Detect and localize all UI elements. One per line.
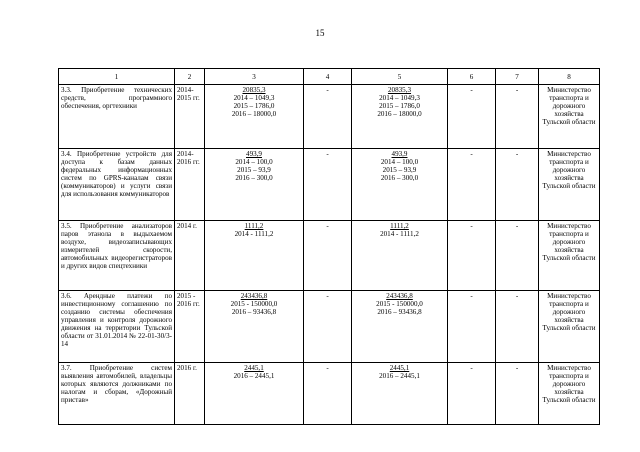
funding-year: 2015 - 150000,0	[230, 300, 278, 308]
period: 2016 г.	[175, 363, 205, 425]
funding-total: 493,9	[246, 150, 262, 158]
federal-budget: -	[304, 363, 352, 425]
period: 2014 г.	[175, 221, 205, 291]
local-budget: -	[448, 85, 496, 149]
funding-total-cell	[205, 85, 304, 149]
regional-budget-cell	[352, 291, 448, 363]
header-cell: 8	[539, 69, 600, 85]
funding-total: 243436,8	[240, 292, 268, 300]
other-sources: -	[496, 221, 539, 291]
other-sources: -	[496, 291, 539, 363]
local-budget: -	[448, 363, 496, 425]
executor: Министерство транспорта и дорожного хозяйства Тульской области	[539, 363, 600, 425]
header-row	[59, 69, 600, 85]
other-sources: -	[496, 85, 539, 149]
funding-total: 1111,2	[244, 222, 264, 230]
measure-name: 3.7. Приобретение систем выявления автомобилей, владельцы которых являются должниками по налогам и сборам, «Дорожный пристав»	[59, 363, 175, 425]
period: 2014-2015 гг.	[175, 85, 205, 149]
measure-name: 3.6. Арендные платежи по инвестиционному соглашению по созданию системы обеспечения управления и контроля дорожного движения на территории Тульской области от 31.01.2014 № 22-01-30/3-14	[59, 291, 175, 363]
header-cell: 6	[448, 69, 496, 85]
page-number: 15	[315, 28, 325, 38]
table-row	[59, 363, 600, 425]
regional-total: 2445,1	[389, 364, 410, 372]
executor: Министерство транспорта и дорожного хозяйства Тульской области	[539, 221, 600, 291]
regional-budget-cell	[352, 149, 448, 221]
regional-year: 2016 – 18000,0	[377, 110, 422, 118]
funding-total-cell	[205, 149, 304, 221]
table-row	[59, 291, 600, 363]
period: 2015 - 2016 гг.	[175, 291, 205, 363]
regional-budget-cell	[352, 363, 448, 425]
funding-total: 2445,1	[244, 364, 264, 372]
regional-total: 1111,2	[390, 222, 409, 230]
local-budget: -	[448, 291, 496, 363]
regional-year: 2014 - 1111,2	[380, 230, 419, 238]
funding-total: 20835,3	[242, 86, 266, 94]
regional-budget-cell	[352, 85, 448, 149]
funding-total-cell	[205, 363, 304, 425]
regional-total: 243436,8	[386, 292, 413, 300]
measure-name: 3.3. Приобретение технических средств, программного обеспечения, оргтехники	[59, 85, 175, 149]
header-cell: 7	[496, 69, 539, 85]
funding-year: 2016 – 300,0	[235, 174, 273, 182]
local-budget: -	[448, 221, 496, 291]
measure-name: 3.5. Приобретение анализаторов паров этанола в выдыхаемом воздухе, видеозаписывающих измерителей скорости, автомобильных видеорегистраторов и других видов спецтехники	[59, 221, 175, 291]
header-cell: 2	[175, 69, 205, 85]
regional-year: 2015 – 1786,0	[379, 102, 420, 110]
program-table	[58, 68, 600, 425]
funding-year: 2014 – 1049,3	[233, 94, 275, 102]
regional-year: 2014 – 100,0	[380, 158, 419, 166]
regional-year: 2016 – 300,0	[380, 174, 419, 182]
regional-year: 2014 – 1049,3	[379, 94, 420, 102]
funding-year: 2016 – 93436,8	[231, 308, 277, 316]
table-row	[59, 221, 600, 291]
federal-budget: -	[304, 221, 352, 291]
federal-budget: -	[304, 85, 352, 149]
federal-budget: -	[304, 291, 352, 363]
header-cell: 5	[352, 69, 448, 85]
funding-total-cell	[205, 291, 304, 363]
executor: Министерство транспорта и дорожного хозяйства Тульской области	[539, 149, 600, 221]
regional-total: 493,9	[391, 150, 408, 158]
funding-year: 2015 – 1786,0	[233, 102, 275, 110]
executor: Министерство транспорта и дорожного хозяйства Тульской области	[539, 291, 600, 363]
funding-year: 2014 – 100,0	[235, 158, 273, 166]
funding-year: 2014 - 1111,2	[234, 230, 274, 238]
funding-year: 2015 – 93,9	[237, 166, 271, 174]
funding-year: 2016 – 2445,1	[233, 372, 275, 380]
regional-budget-cell	[352, 221, 448, 291]
funding-total-cell	[205, 221, 304, 291]
measure-name: 3.4. Приобретение устройств для доступа к базам данных федеральных информационных систем по GPRS-каналам связи (коммуникаторов) и услуги связи для использования коммуникаторов	[59, 149, 175, 221]
table-row	[59, 149, 600, 221]
regional-year: 2016 – 2445,1	[379, 372, 420, 380]
executor: Министерство транспорта и дорожного хозяйства Тульской области	[539, 85, 600, 149]
header-cell: 1	[59, 69, 175, 85]
federal-budget: -	[304, 149, 352, 221]
regional-year: 2015 – 93,9	[382, 166, 417, 174]
other-sources: -	[496, 149, 539, 221]
header-cell: 4	[304, 69, 352, 85]
regional-total: 20835,3	[387, 86, 412, 94]
funding-year: 2016 – 18000,0	[231, 110, 277, 118]
regional-year: 2016 – 93436,8	[377, 308, 422, 316]
local-budget: -	[448, 149, 496, 221]
table-row	[59, 85, 600, 149]
header-cell: 3	[205, 69, 304, 85]
other-sources: -	[496, 363, 539, 425]
regional-year: 2015 - 150000,0	[376, 300, 423, 308]
period: 2014-2016 гг.	[175, 149, 205, 221]
